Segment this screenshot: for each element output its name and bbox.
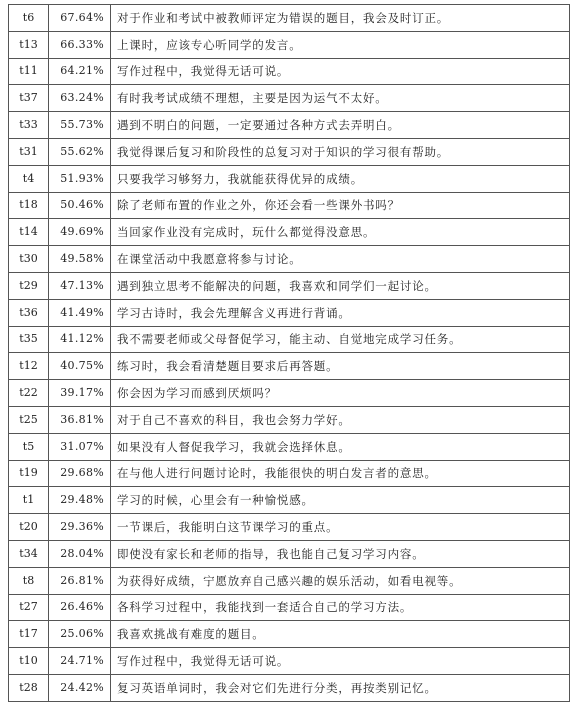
item-id-cell: t6 xyxy=(9,5,49,32)
percentage-cell: 49.69% xyxy=(49,219,111,246)
statement-cell: 为获得好成绩，宁愿放弃自己感兴趣的娱乐活动，如看电视等。 xyxy=(111,567,570,594)
statement-cell: 当回家作业没有完成时，玩什么都觉得没意思。 xyxy=(111,219,570,246)
percentage-cell: 31.07% xyxy=(49,433,111,460)
item-id-cell: t8 xyxy=(9,567,49,594)
table-row xyxy=(9,112,570,139)
table-row xyxy=(9,85,570,112)
percentage-cell: 24.42% xyxy=(49,674,111,701)
item-id-cell: t25 xyxy=(9,406,49,433)
percentage-cell: 36.81% xyxy=(49,406,111,433)
table-row xyxy=(9,219,570,246)
statement-cell: 学习的时候，心里会有一种愉悦感。 xyxy=(111,487,570,514)
table-row xyxy=(9,674,570,701)
item-id-cell: t19 xyxy=(9,460,49,487)
statement-cell: 除了老师布置的作业之外，你还会看一些课外书吗？ xyxy=(111,192,570,219)
percentage-cell: 29.48% xyxy=(49,487,111,514)
table-row xyxy=(9,433,570,460)
statement-cell: 写作过程中，我觉得无话可说。 xyxy=(111,58,570,85)
table-row xyxy=(9,540,570,567)
table-row xyxy=(9,567,570,594)
percentage-cell: 55.62% xyxy=(49,138,111,165)
percentage-cell: 47.13% xyxy=(49,272,111,299)
percentage-cell: 25.06% xyxy=(49,621,111,648)
statement-cell: 各科学习过程中，我能找到一套适合自己的学习方法。 xyxy=(111,594,570,621)
table-row xyxy=(9,299,570,326)
percentage-cell: 29.68% xyxy=(49,460,111,487)
percentage-cell: 41.49% xyxy=(49,299,111,326)
statement-cell: 学习古诗时，我会先理解含义再进行背诵。 xyxy=(111,299,570,326)
table-row xyxy=(9,5,570,32)
statement-cell: 遇到独立思考不能解决的问题，我喜欢和同学们一起讨论。 xyxy=(111,272,570,299)
table-row xyxy=(9,272,570,299)
statement-cell: 在课堂活动中我愿意将参与讨论。 xyxy=(111,246,570,273)
item-id-cell: t35 xyxy=(9,326,49,353)
item-id-cell: t29 xyxy=(9,272,49,299)
statement-cell: 有时我考试成绩不理想，主要是因为运气不太好。 xyxy=(111,85,570,112)
item-id-cell: t31 xyxy=(9,138,49,165)
statement-cell: 对于作业和考试中被教师评定为错误的题目，我会及时订正。 xyxy=(111,5,570,32)
statement-cell: 我不需要老师或父母督促学习，能主动、自觉地完成学习任务。 xyxy=(111,326,570,353)
table-row xyxy=(9,31,570,58)
item-id-cell: t37 xyxy=(9,85,49,112)
table-row xyxy=(9,246,570,273)
percentage-cell: 50.46% xyxy=(49,192,111,219)
statement-cell: 即使没有家长和老师的指导，我也能自己复习学习内容。 xyxy=(111,540,570,567)
percentage-cell: 24.71% xyxy=(49,648,111,675)
item-id-cell: t5 xyxy=(9,433,49,460)
statement-cell: 上课时，应该专心听同学的发言。 xyxy=(111,31,570,58)
item-id-cell: t4 xyxy=(9,165,49,192)
percentage-cell: 55.73% xyxy=(49,112,111,139)
table-row xyxy=(9,58,570,85)
percentage-cell: 26.81% xyxy=(49,567,111,594)
table-row xyxy=(9,353,570,380)
item-id-cell: t18 xyxy=(9,192,49,219)
table-row xyxy=(9,326,570,353)
survey-table xyxy=(8,4,570,702)
statement-cell: 只要我学习够努力，我就能获得优异的成绩。 xyxy=(111,165,570,192)
item-id-cell: t30 xyxy=(9,246,49,273)
item-id-cell: t36 xyxy=(9,299,49,326)
percentage-cell: 63.24% xyxy=(49,85,111,112)
table-row xyxy=(9,594,570,621)
percentage-cell: 49.58% xyxy=(49,246,111,273)
statement-cell: 一节课后，我能明白这节课学习的重点。 xyxy=(111,514,570,541)
table-row xyxy=(9,514,570,541)
statement-cell: 我喜欢挑战有难度的题目。 xyxy=(111,621,570,648)
statement-cell: 遇到不明白的问题，一定要通过各种方式去弄明白。 xyxy=(111,112,570,139)
item-id-cell: t20 xyxy=(9,514,49,541)
item-id-cell: t27 xyxy=(9,594,49,621)
table-row xyxy=(9,138,570,165)
table-row xyxy=(9,460,570,487)
item-id-cell: t22 xyxy=(9,380,49,407)
percentage-cell: 51.93% xyxy=(49,165,111,192)
table-row xyxy=(9,648,570,675)
percentage-cell: 41.12% xyxy=(49,326,111,353)
statement-cell: 如果没有人督促我学习，我就会选择休息。 xyxy=(111,433,570,460)
percentage-cell: 67.64% xyxy=(49,5,111,32)
item-id-cell: t34 xyxy=(9,540,49,567)
item-id-cell: t33 xyxy=(9,112,49,139)
statement-cell: 写作过程中，我觉得无话可说。 xyxy=(111,648,570,675)
item-id-cell: t10 xyxy=(9,648,49,675)
survey-table-container xyxy=(8,4,569,702)
item-id-cell: t28 xyxy=(9,674,49,701)
table-row xyxy=(9,165,570,192)
percentage-cell: 64.21% xyxy=(49,58,111,85)
table-row xyxy=(9,621,570,648)
percentage-cell: 40.75% xyxy=(49,353,111,380)
table-row xyxy=(9,192,570,219)
item-id-cell: t1 xyxy=(9,487,49,514)
statement-cell: 对于自己不喜欢的科目，我也会努力学好。 xyxy=(111,406,570,433)
table-body xyxy=(9,5,570,702)
table-row xyxy=(9,487,570,514)
statement-cell: 你会因为学习而感到厌烦吗？ xyxy=(111,380,570,407)
item-id-cell: t17 xyxy=(9,621,49,648)
item-id-cell: t13 xyxy=(9,31,49,58)
percentage-cell: 29.36% xyxy=(49,514,111,541)
percentage-cell: 26.46% xyxy=(49,594,111,621)
statement-cell: 我觉得课后复习和阶段性的总复习对于知识的学习很有帮助。 xyxy=(111,138,570,165)
item-id-cell: t12 xyxy=(9,353,49,380)
item-id-cell: t14 xyxy=(9,219,49,246)
item-id-cell: t11 xyxy=(9,58,49,85)
statement-cell: 复习英语单词时，我会对它们先进行分类，再按类别记忆。 xyxy=(111,674,570,701)
percentage-cell: 39.17% xyxy=(49,380,111,407)
statement-cell: 在与他人进行问题讨论时，我能很快的明白发言者的意思。 xyxy=(111,460,570,487)
percentage-cell: 66.33% xyxy=(49,31,111,58)
table-row xyxy=(9,380,570,407)
statement-cell: 练习时，我会看清楚题目要求后再答题。 xyxy=(111,353,570,380)
percentage-cell: 28.04% xyxy=(49,540,111,567)
table-row xyxy=(9,406,570,433)
